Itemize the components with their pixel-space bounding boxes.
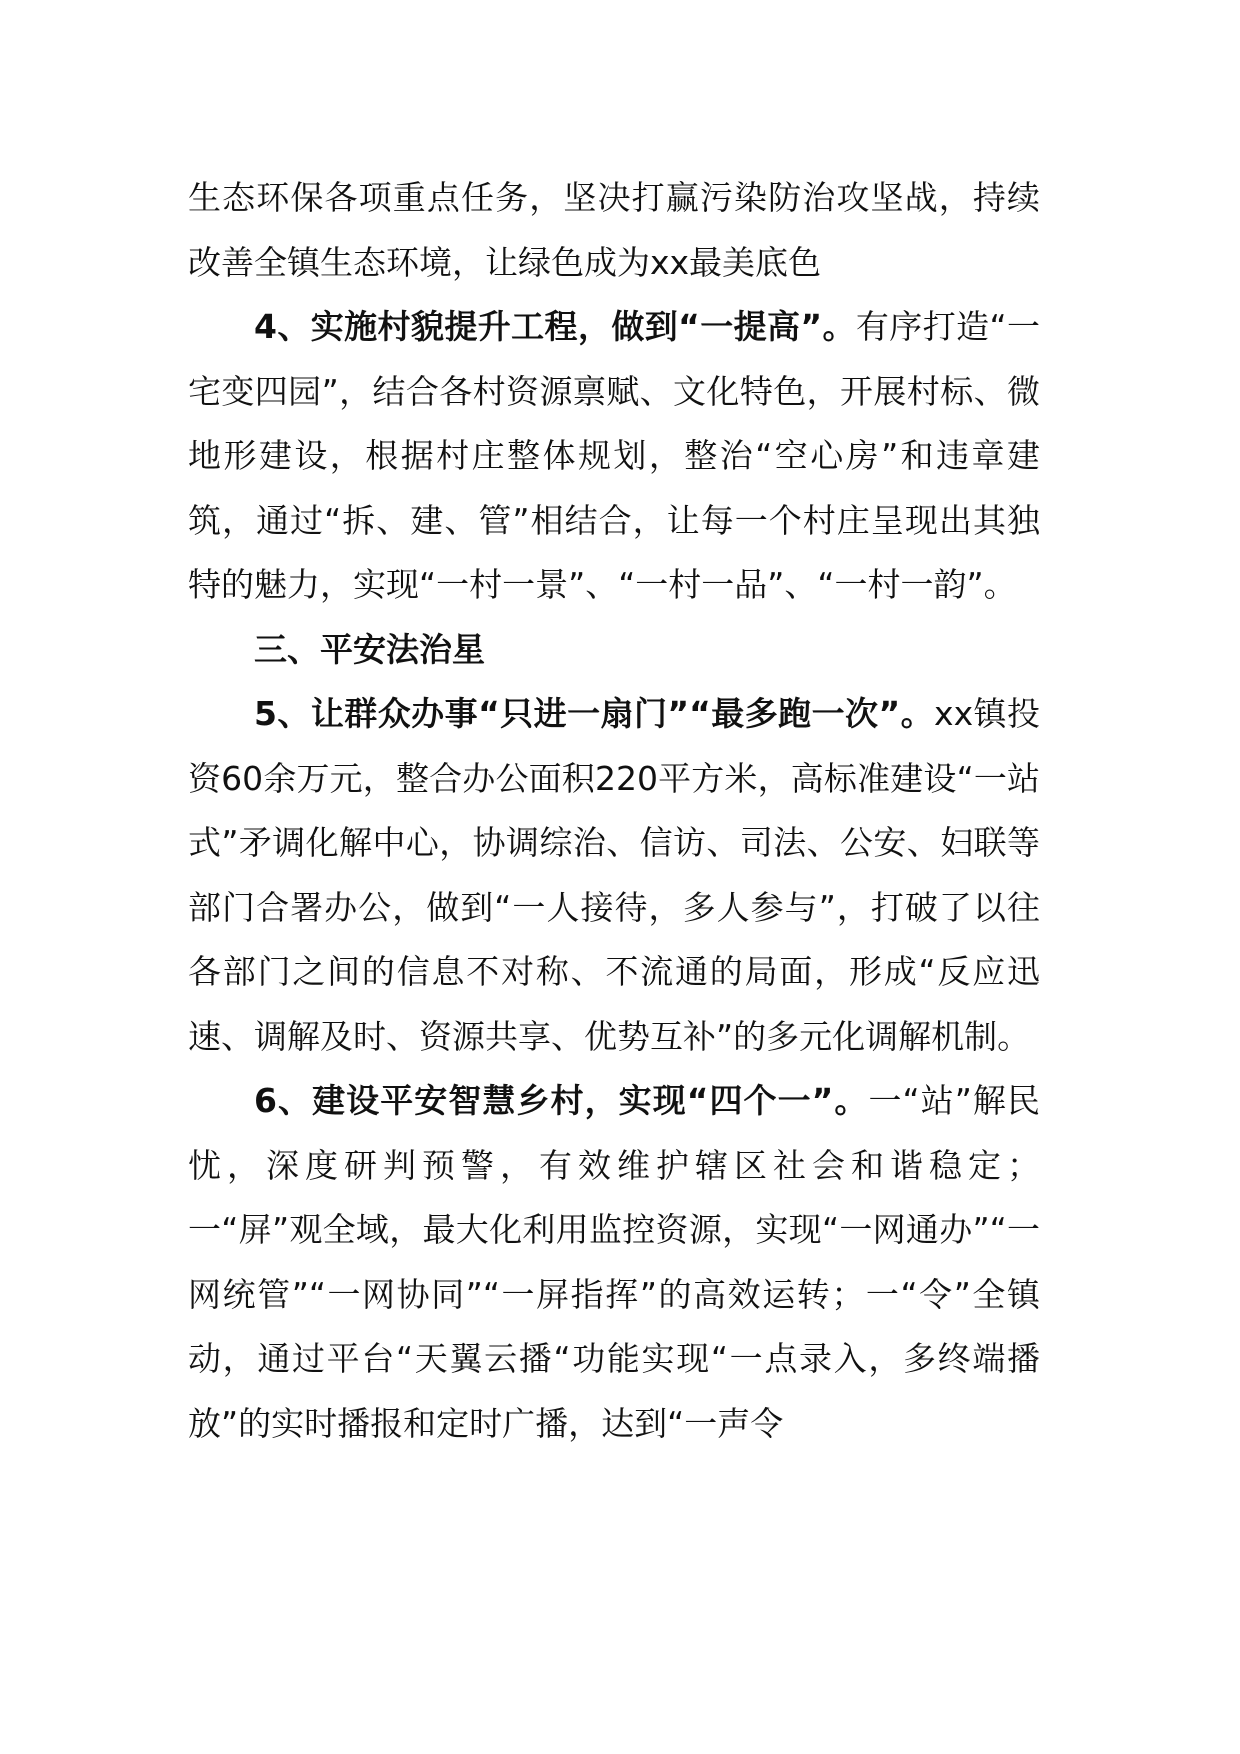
paragraph-ecology [188, 166, 1040, 295]
section-heading-3: 三、平安法治星 [254, 629, 485, 669]
paragraph-smart-village [188, 1069, 1040, 1456]
item-4-body: 有序打造“一宅变四园”，结合各村资源禀赋、文化特色，开展村标、微地形建设，根据村庄整体规划，整治“空心房”和违章建筑，通过“拆、建、管”相结合，让每一个村庄呈现出其独特的魅力，实现“一村一景”、“一村一品”、“一村一韵”。 [188, 307, 1040, 604]
item-5-lead: 5、让群众办事“只进一扇门”“最多跑一次”。 [254, 694, 935, 733]
paragraph-one-stop-service [188, 682, 1040, 1069]
item-6-lead: 6、建设平安智慧乡村，实现“四个一”。 [254, 1081, 869, 1120]
paragraph-ecology-text: 生态环保各项重点任务，坚决打赢污染防治攻坚战，持续改善全镇生态环境，让绿色成为xx最美底色 [188, 178, 1040, 282]
paragraph-village-upgrade [188, 295, 1040, 618]
item-5-body: xx镇投资60余万元，整合办公面积220平方米，高标准建设“一站式”矛调化解中心，协调综治、信访、司法、公安、妇联等部门合署办公，做到“一人接待，多人参与”，打破了以往各部门之间的信息不对称、不流通的局面，形成“反应迅速、调解及时、资源共享、优势互补”的多元化调解机制。 [188, 694, 1040, 1056]
item-4-lead: 4、实施村貌提升工程，做到“一提高”。 [254, 307, 856, 346]
item-6-body: 一“站”解民忧，深度研判预警，有效维护辖区社会和谐稳定；一“屏”观全域，最大化利用监控资源，实现“一网通办”“一网统管”“一网协同”“一屏指挥”的高效运转；一“令”全镇动，通过平台“天翼云播“功能实现“一点录入，多终端播放”的实时播报和定时广播，达到“一声令 [188, 1081, 1040, 1443]
